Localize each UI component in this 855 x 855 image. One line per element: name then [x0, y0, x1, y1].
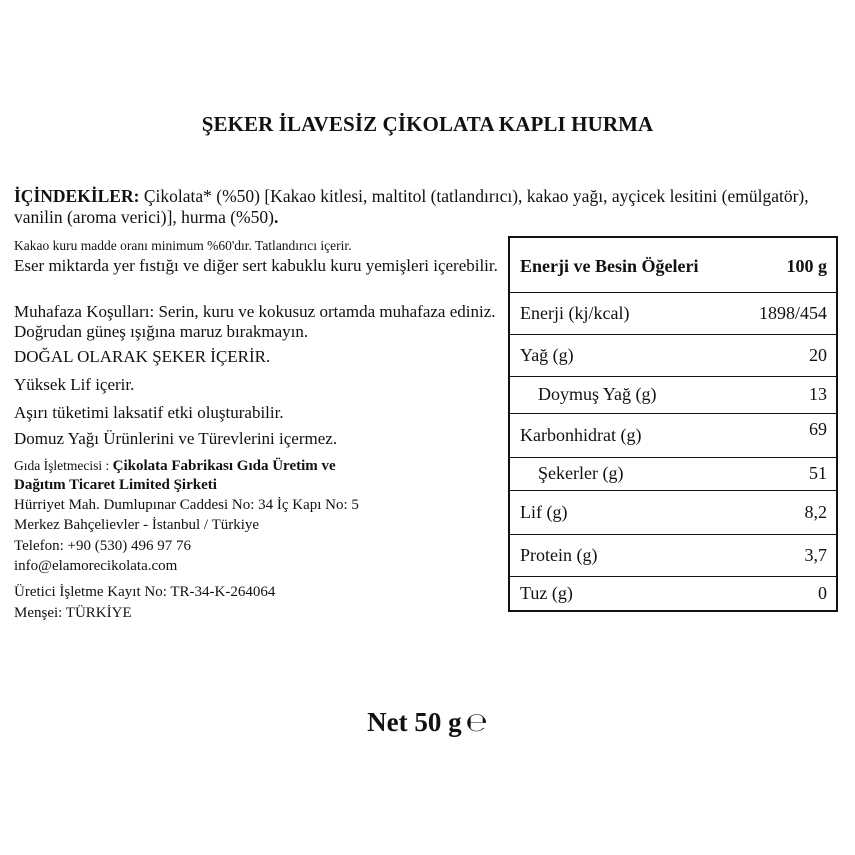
nutrition-label: Karbonhidrat (g) [520, 424, 642, 445]
product-title: ŞEKER İLAVESİZ ÇİKOLATA KAPLI HURMA [201, 112, 654, 136]
nutrition-row-sugars [510, 457, 836, 490]
allergen-note: Eser miktarda yer fıstığı ve diğer sert kabuklu kuru yemişleri içerebilir. [14, 256, 498, 275]
nutrition-value: 51 [809, 463, 827, 483]
address-line-2: Merkez Bahçelievler - İstanbul / Türkiye [14, 517, 260, 533]
fiber-note: Yüksek Lif içerir. [14, 375, 135, 394]
nutrition-value: 69 [809, 418, 827, 439]
nutrition-row-carbohydrate [510, 413, 836, 457]
nutrition-row-fat [510, 334, 836, 376]
nutrition-label: Lif (g) [520, 501, 568, 522]
ingredients-end: . [273, 207, 279, 227]
nutrition-label: Tuz (g) [520, 582, 573, 603]
pork-note: Domuz Yağı Ürünlerini ve Türevlerini içermez. [14, 429, 338, 448]
nutrition-row-protein [510, 534, 836, 576]
ingredients-list: Çikolata* (%50) [Kakao kitlesi, maltitol (tatlandırıcı), kakao yağı, ayçicek lesitini (emülgatör), vanilin (aroma verici)], hurma (%50) [14, 186, 809, 227]
nutrition-row-saturated-fat [510, 376, 836, 413]
nutrition-row-salt [510, 576, 836, 610]
nutrition-header-label: Enerji ve Besin Öğeleri [520, 255, 699, 276]
ingredients-label: İÇİNDEKİLER: [14, 186, 140, 206]
nutrition-label: Şekerler (g) [538, 463, 624, 483]
nutrition-label: Protein (g) [520, 544, 598, 565]
nutrition-label: Yağ (g) [520, 344, 574, 365]
email-line: info@elamorecikolata.com [14, 558, 178, 574]
registration-line: Üretici İşletme Kayıt No: TR-34-K-264064 [14, 584, 276, 600]
nutrition-value: 20 [809, 344, 827, 365]
nutrition-table [508, 236, 838, 612]
storage-note: Muhafaza Koşulları: Serin, kuru ve kokusuz ortamda muhafaza ediniz. Doğrudan güneş ışığına maruz bırakmayın. [14, 302, 496, 341]
company-label: Gıda İşletmecisi : [14, 458, 113, 473]
nutrition-value: 3,7 [804, 544, 827, 565]
nutrition-header [510, 238, 836, 294]
nutrition-row-fiber [510, 490, 836, 534]
natural-sugar-note: DOĞAL OLARAK ŞEKER İÇERİR. [14, 347, 271, 366]
nutrition-header-unit: 100 g [786, 255, 827, 276]
company-block [14, 456, 504, 495]
nutrition-value: 0 [818, 582, 827, 603]
phone-line: Telefon: +90 (530) 496 97 76 [14, 538, 191, 554]
company-name-2: Dağıtım Ticaret Limited Şirketi [14, 477, 217, 493]
ingredients-text [14, 186, 844, 228]
estimated-sign-icon: ℮ [465, 708, 488, 738]
cocoa-note: Kakao kuru madde oranı minimum %60'dır. Tatlandırıcı içerir. [14, 238, 352, 253]
net-weight [0, 707, 855, 738]
address-line-1: Hürriyet Mah. Dumlupınar Caddesi No: 34 İç Kapı No: 5 [14, 497, 359, 513]
nutrition-label: Enerji (kj/kcal) [520, 303, 630, 323]
nutrition-value: 1898/454 [758, 303, 827, 323]
laxative-note: Aşırı tüketimi laksatif etki oluşturabilir. [14, 403, 284, 422]
net-weight-text: Net 50 g [367, 707, 462, 737]
company-name-1: Çikolata Fabrikası Gıda Üretim ve [112, 458, 336, 474]
nutrition-label: Doymuş Yağ (g) [538, 384, 657, 404]
nutrition-value: 8,2 [804, 501, 827, 522]
nutrition-value: 13 [809, 384, 827, 404]
origin-line: Menşei: TÜRKİYE [14, 605, 132, 621]
nutrition-row-energy [510, 293, 836, 334]
